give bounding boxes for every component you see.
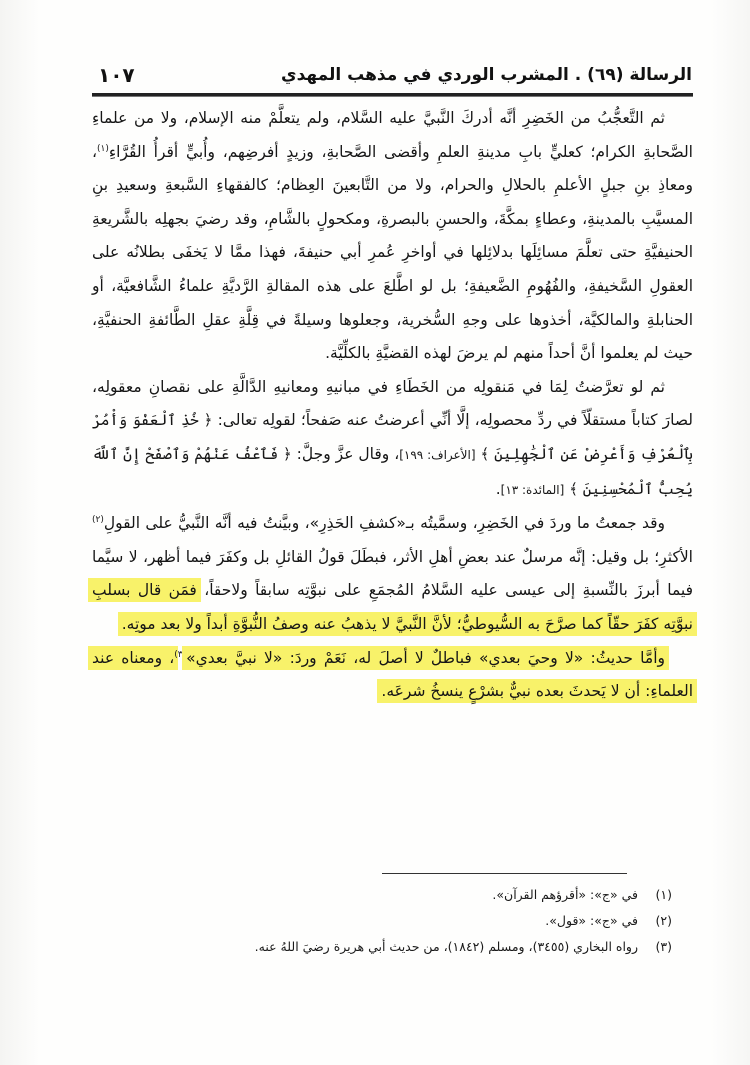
- running-header: [92, 58, 692, 92]
- paragraph-text: ثم لو تعرَّضتُ لِمَا في مَنقولِه من الخَطَاءِ في مبانيهِ ومعانيهِ الدَّالَّةِ على نقصانِ معقولِه، لصارَ كتاباً مستقلّاً في ردِّ محصولِه، إلَّا أنِّي أعرضتُ عنه صَفحاً؛ لقولِه تعالى:: [92, 377, 693, 430]
- footnote-ref-2[interactable]: (٢): [92, 514, 104, 525]
- paragraph-1: [92, 102, 693, 371]
- highlighted-text: ، ومعناه عند العلماءِ: أن لا يَحدثَ بعده نبيٌّ بشرْعٍ ينسخُ شرعَه.: [92, 646, 693, 704]
- footnote-text: رواه البخاري (٣٤٥٥)، ومسلم (١٨٤٢)، من حديث أبي هريرة رضيَ اللهُ عنه.: [254, 939, 638, 954]
- footnote-text: في «ج»: «قول».: [545, 913, 638, 928]
- verse-reference-2: [المائدة: ١٣]: [500, 482, 565, 497]
- paragraph-text: ، وقال عزَّ وجلَّ:: [291, 444, 400, 463]
- verse-reference-1: [الأعراف: ١٩٩]: [399, 447, 476, 462]
- footnote-number: (٢): [655, 913, 672, 928]
- paragraph-text: وقد جمعتُ ما وردَ في الخَضِرِ، وسمَّيتُه بـ«كشفِ الحَذِرِ»، وبيَّنتُ فيه أنَّه النَّبيُّ على القولِ: [103, 514, 665, 533]
- page-number: ١٠٧: [98, 63, 135, 87]
- highlighted-text: فمَن قال بسلبِ نبوَّتِه كفَرَ حقّاً كما صرَّحَ به السُّيوطيُّ؛ لأنَّ النَّبيَّ لا يذهبُ عنه وصفُ النُّبوَّةِ أبداً ولا بعد موتِه.: [92, 578, 693, 636]
- quran-verse-2: ﴿ فَٱعْفُ عَنْهُمْ وَٱصْفَحْ إِنَّ ٱللَّهَ يُحِبُّ ٱلْمُحْسِنِينَ ﴾: [92, 444, 693, 498]
- footnote-text: في «ج»: «أقرؤهم القرآن».: [492, 887, 638, 902]
- footnote-number: (١): [655, 887, 672, 902]
- footnote-3: [92, 934, 672, 960]
- footnote-2: [92, 908, 672, 934]
- main-text: [92, 102, 693, 709]
- paragraph-text: .: [495, 479, 501, 498]
- paragraph-text: ثم التَّعجُّبُ من الخَضِرِ أنَّه أدركَ النَّبيَّ عليه السَّلام، ولم يتعلَّمْ منه الإسلام، ولا من علماءِ الصَّحابةِ الكرام؛ كعليٍّ بابِ مدينةِ العلمِ وأقضى الصَّحابةِ، وزيدٍ أفرضِهم، وأُبيٍّ أقرأُ القُرَّاءِ: [92, 109, 693, 161]
- paragraph-text: ، ومعاذِ بنِ جبلٍ الأعلمِ بالحلالِ والحرام، ولا من التَّابعينَ العِظام؛ كالفقهاءِ السَّبعةِ وسعيدِ بنِ المسيَّبِ بالمدينةِ، وعطاءٍ بمكَّةَ، والحسنِ بالبصرةِ، ومكحولٍ بالشَّامِ، وقد رضيَ بجهلِه بالشَّريعةِ الحنيفيَّةِ حتى تعلَّمَ مسائِلَها بدلائِلها في أواخرِ عُمرِ أبي حنيفةَ، فهذا ممَّا لا يَخفَى بطلانُه على العقولِ السَّخيفةِ، والفُهُومِ الضَّعيفةِ؛ بل لو اطَّلعَ على هذه المقالةِ الرَّديَّةِ علماءُ الشَّافعيَّة، أو الحنابلةِ والمالكيَّة، أخذوها على وجهِ السُّخرية، وجعلوها وسيلةً في قِلَّةِ عقلِ الطَّائفةِ الحنفيَّةِ، حيث لم يعلموا أنَّ أحداً منهم لم يرضَ لهذه القضيَّةِ بالكلِّيَّة.: [92, 142, 693, 363]
- footnote-ref-3[interactable]: (٣): [174, 649, 187, 660]
- quran-verse-1: ﴿ خُذِ ٱلْعَفْوَ وَأْمُرْ بِٱلْعُرْفِ وَأَعْرِضْ عَنِ ٱلْجَٰهِلِينَ ﴾: [92, 411, 694, 463]
- highlighted-text: وأمَّا حديثُ: «لا وحيَ بعدي» فباطلٌ لا أصلَ له، نَعَمْ وردَ: «لا نبيَّ بعدي»: [186, 646, 665, 670]
- header-divider: [92, 93, 693, 97]
- footnote-divider: [382, 873, 627, 874]
- footnote-number: (٣): [655, 939, 672, 954]
- paragraph-2: [92, 371, 693, 507]
- paragraph-4: [92, 642, 693, 709]
- footnote-ref-1[interactable]: (١): [97, 143, 109, 154]
- header-title: الرسالة (٦٩) . المشرب الوردي في مذهب المهدي: [281, 65, 692, 85]
- paragraph-3: [92, 507, 693, 641]
- footnotes: [92, 882, 672, 960]
- paragraph-text: الأكثرِ؛ بل وقيل: إنَّه مرسلٌ عند بعضِ أهلِ الأثر، فبطَلَ قولُ القائلِ بل وكفَرَ فيما أظهر، لا سيَّما فيما أبرزَ بالنِّسبةِ إلى عيسى عليه السَّلامُ المُجمَعِ على نبوَّتِه سابقاً ولاحقاً،: [92, 547, 693, 600]
- footnote-1: [92, 882, 672, 908]
